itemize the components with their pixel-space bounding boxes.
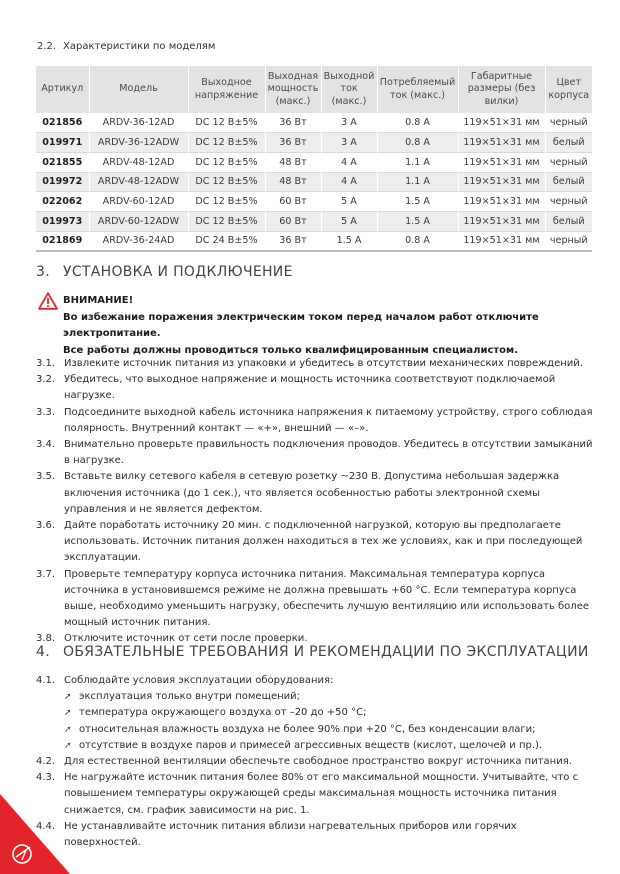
section-4-heading [36, 644, 589, 660]
cell-model: ARDV-48-12AD [89, 152, 188, 172]
item-text: Внимательно проверьте правильность подключения проводов. Убедитесь в отсутствии замыканий в нагрузке. [64, 439, 593, 467]
bullet-text: эксплуатация только внутри помещений; [79, 691, 301, 703]
cell-article: 021869 [36, 231, 89, 251]
bullet-text: относительная влажность воздуха не более 90% при +20 °С, без конденсации влаги; [79, 723, 536, 735]
section-3-heading [36, 264, 293, 280]
cell-dimensions: 119×51×31 мм [458, 231, 545, 251]
cell-dimensions: 119×51×31 мм [458, 152, 545, 172]
cell-input-current: 1.5 А [377, 211, 458, 231]
cell-current: 3 А [321, 113, 377, 133]
cell-color: черный [545, 231, 592, 251]
cell-input-current: 1.5 А [377, 192, 458, 212]
brand-corner-logo-icon [0, 794, 70, 874]
item-number: 3.3. [36, 406, 56, 418]
col-header-current: Выходной ток (макс.) [321, 66, 377, 113]
item-number: 3.1. [36, 358, 56, 369]
col-header-input-current: Потребляемый ток (макс.) [377, 66, 458, 113]
item-number: 3.2. [36, 374, 56, 386]
item-text: Убедитесь, что выходное напряжение и мощность источника соответствуют подключаемой нагрузке. [64, 374, 556, 402]
cell-voltage: DC 12 В±5% [188, 192, 265, 212]
item-number: 4.3. [36, 772, 56, 784]
section-3-list [36, 356, 596, 648]
item-text: Подсоедините выходной кабель источника напряжения к питаемому устройству, строго соблюдая полярность. Внутренний контакт — «+», внешний — «–». [64, 406, 593, 434]
models-table [36, 66, 592, 252]
item-number: 3.4. [36, 439, 56, 451]
section-3-title: УСТАНОВКА И ПОДКЛЮЧЕНИЕ [63, 264, 293, 280]
arrow-bullet-icon: ➚ [64, 708, 72, 719]
list-item [36, 567, 596, 632]
cell-current: 4 А [321, 172, 377, 192]
section-4-number: 4. [36, 644, 50, 660]
col-header-color: Цвет корпуса [545, 66, 592, 113]
cell-model: ARDV-36-24AD [89, 231, 188, 251]
arrow-bullet-icon: ➚ [64, 692, 72, 703]
cell-power: 36 Вт [265, 231, 321, 251]
item-number: 4.1. [36, 675, 56, 686]
bullet-text: отсутствие в воздухе паров и примесей агрессивных веществ (кислот, щелочей и пр.). [79, 739, 543, 751]
cell-article: 022062 [36, 192, 89, 212]
col-header-voltage: Выходное напряжение [188, 66, 265, 113]
item-number: 4.2. [36, 756, 56, 768]
table-row [36, 152, 592, 172]
warning-triangle-icon [38, 292, 58, 310]
item-number: 3.5. [36, 471, 56, 483]
warning-line-1: Во избежание поражения электрическим током перед началом работ отключите электропитание. [63, 311, 539, 339]
cell-current: 1.5 А [321, 231, 377, 251]
item-text: Для естественной вентиляции обеспечьте свободное пространство вокруг источника питания. [64, 756, 572, 768]
warning-line-2: Все работы должны проводиться только квалифицированным специалистом. [63, 344, 519, 356]
cell-dimensions: 119×51×31 мм [458, 211, 545, 231]
bullet-item [36, 705, 596, 721]
list-item [36, 819, 596, 851]
cell-color: белый [545, 172, 592, 192]
list-item [36, 405, 596, 437]
cell-power: 36 Вт [265, 133, 321, 153]
col-header-model: Модель [89, 66, 188, 113]
subsection-heading [37, 41, 215, 52]
item-text: Извлеките источник питания из упаковки и убедитесь в отсутствии механических повреждений. [64, 358, 583, 369]
warning-title: ВНИМАНИЕ! [63, 295, 134, 306]
item-number: 3.8. [36, 633, 56, 645]
list-item [36, 356, 596, 372]
cell-input-current: 0.8 А [377, 231, 458, 251]
cell-input-current: 1.1 А [377, 172, 458, 192]
item-number: 3.6. [36, 520, 56, 532]
item-text: Вставьте вилку сетевого кабеля в сетевую розетку ~230 В. Допустима небольшая задержка включения источника (до 1 сек.), что является особенностью работы электронной схемы управления и не является дефектом. [64, 471, 560, 515]
table-row [36, 113, 592, 133]
cell-article: 019972 [36, 172, 89, 192]
table-row [36, 133, 592, 153]
list-item [36, 437, 596, 469]
cell-current: 5 А [321, 211, 377, 231]
cell-voltage: DC 12 В±5% [188, 152, 265, 172]
cell-color: черный [545, 113, 592, 133]
bullet-text: температура окружающего воздуха от –20 до +50 °С; [79, 707, 367, 719]
item-text: Дайте поработать источнику 20 мин. с подключенной нагрузкой, которую вы предполагаете использовать. Источник питания должен находиться в тех же условиях, как и при последующей эксплуатации. [64, 520, 583, 564]
cell-model: ARDV-36-12ADW [89, 133, 188, 153]
bullet-item [36, 722, 596, 738]
cell-dimensions: 119×51×31 мм [458, 133, 545, 153]
bullet-item [36, 738, 596, 754]
cell-model: ARDV-48-12ADW [89, 172, 188, 192]
cell-dimensions: 119×51×31 мм [458, 113, 545, 133]
table-header-row [36, 66, 592, 113]
cell-dimensions: 119×51×31 мм [458, 192, 545, 212]
cell-current: 4 А [321, 152, 377, 172]
cell-color: белый [545, 133, 592, 153]
cell-voltage: DC 12 В±5% [188, 211, 265, 231]
arrow-bullet-icon: ➚ [64, 724, 72, 735]
col-header-power: Выходная мощность (макс.) [265, 66, 321, 113]
cell-current: 5 А [321, 192, 377, 212]
section-3-number: 3. [36, 264, 50, 280]
cell-voltage: DC 12 В±5% [188, 133, 265, 153]
cell-color: черный [545, 192, 592, 212]
bullet-item [36, 689, 596, 705]
list-item [36, 770, 596, 819]
subsection-number: 2.2. [37, 41, 57, 52]
item-text: Соблюдайте условия эксплуатации оборудования: [64, 675, 334, 686]
section-4-list [36, 673, 596, 851]
subsection-title: Характеристики по моделям [63, 41, 216, 52]
item-number: 3.7. [36, 568, 56, 580]
cell-article: 019973 [36, 211, 89, 231]
cell-input-current: 1.1 А [377, 152, 458, 172]
cell-input-current: 0.8 А [377, 113, 458, 133]
item-text: Проверьте температуру корпуса источника питания. Максимальная температура корпуса источника в установившемся режиме не должна превышать +60 °С. Если температура корпуса выше, необходимо уменьшить нагрузку, обеспечить лучшую вентиляцию или использовать более мощный источник питания. [64, 568, 589, 629]
table-row [36, 192, 592, 212]
table-row [36, 172, 592, 192]
table-row [36, 211, 592, 231]
col-header-article: Артикул [36, 66, 89, 113]
item-text: Не устанавливайте источник питания вблизи нагревательных приборов или горячих поверхностей. [64, 820, 517, 849]
cell-article: 021856 [36, 113, 89, 133]
item-text: Отключите источник от сети после проверки. [64, 633, 308, 645]
cell-current: 3 А [321, 133, 377, 153]
cell-power: 36 Вт [265, 113, 321, 133]
table-row [36, 231, 592, 251]
cell-article: 021855 [36, 152, 89, 172]
cell-power: 48 Вт [265, 172, 321, 192]
list-item [36, 372, 596, 404]
cell-power: 60 Вт [265, 192, 321, 212]
cell-input-current: 0.8 А [377, 133, 458, 153]
cell-voltage: DC 12 В±5% [188, 113, 265, 133]
cell-model: ARDV-60-12AD [89, 192, 188, 212]
list-item [36, 469, 596, 518]
cell-model: ARDV-36-12AD [89, 113, 188, 133]
cell-article: 019971 [36, 133, 89, 153]
cell-voltage: DC 24 В±5% [188, 231, 265, 251]
cell-power: 60 Вт [265, 211, 321, 231]
cell-voltage: DC 12 В±5% [188, 172, 265, 192]
cell-color: черный [545, 152, 592, 172]
list-item [36, 518, 596, 567]
col-header-dimensions: Габаритные размеры (без вилки) [458, 66, 545, 113]
section-4-title: ОБЯЗАТЕЛЬНЫЕ ТРЕБОВАНИЯ И РЕКОМЕНДАЦИИ ПО ЭКСПЛУАТАЦИИ [63, 644, 589, 660]
item-text: Не нагружайте источник питания более 80% от его максимальной мощности. Учитывайте, что с повышением температуры окружающей среды максимальная мощность источника питания снижается, см. график зависимости на рис. 1. [64, 772, 579, 816]
warning-text [63, 293, 603, 359]
arrow-bullet-icon: ➚ [64, 740, 72, 751]
cell-color: белый [545, 211, 592, 231]
item-number: 4.4. [36, 820, 56, 832]
list-item [36, 673, 596, 689]
cell-power: 48 Вт [265, 152, 321, 172]
list-item [36, 754, 596, 770]
cell-dimensions: 119×51×31 мм [458, 172, 545, 192]
cell-model: ARDV-60-12ADW [89, 211, 188, 231]
